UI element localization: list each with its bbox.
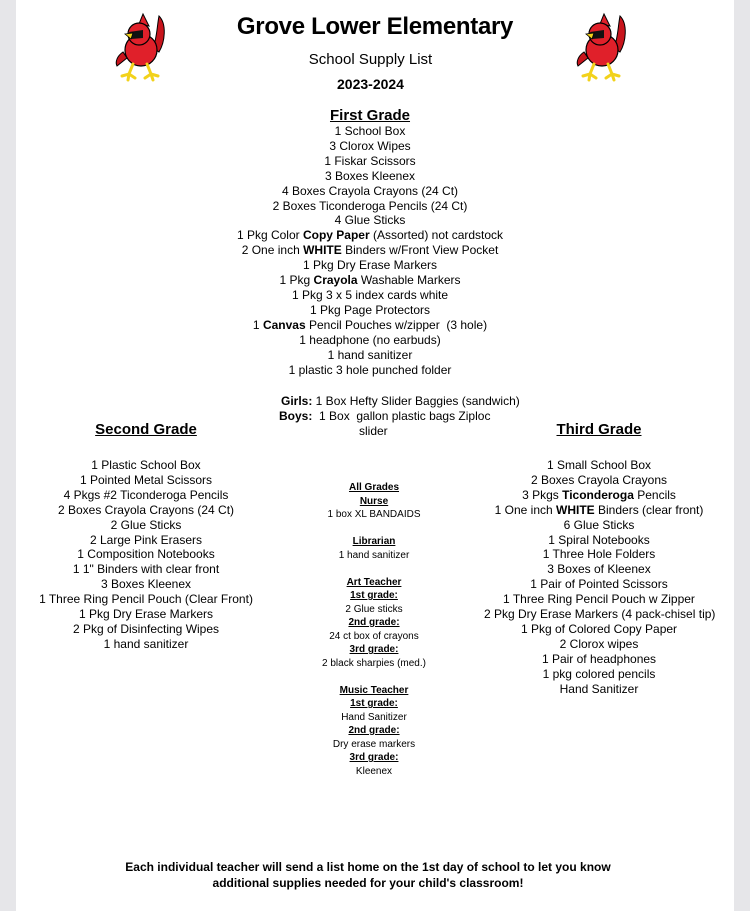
list-item: [484, 577, 714, 592]
list-item: [165, 258, 575, 273]
list-item: [165, 184, 575, 199]
list-item: 1 Composition Notebooks: [77, 547, 215, 562]
list-item-text: 2 Boxes Crayola Crayons: [530, 472, 668, 487]
boys-text: 1 Box gallon plastic bags Ziploc: [312, 409, 491, 423]
music-teacher-heading: Music Teacher: [339, 684, 409, 696]
grade-item: Dry erase markers: [332, 738, 416, 750]
list-item: [484, 652, 714, 667]
list-item-emphasis: WHITE: [303, 243, 342, 258]
second-grade-section: [36, 421, 256, 652]
list-item-text: 1 Pkg Color: [236, 228, 303, 243]
first-grade-heading: First Grade: [329, 107, 411, 124]
list-item-text: Washable Markers: [357, 273, 461, 288]
list-item-text: 1 Pkg Page Protectors: [309, 302, 431, 317]
first-grade-list: [165, 124, 575, 377]
list-item: [484, 622, 714, 637]
boys-label: Boys:: [279, 409, 313, 423]
grade-label: 3rd grade:: [349, 644, 399, 655]
list-item: [484, 488, 714, 503]
list-item-text: 1 Spiral Notebooks: [548, 532, 650, 547]
librarian-item: 1 hand sanitizer: [338, 549, 410, 561]
list-item-text: 1 Small School Box: [546, 458, 652, 472]
second-grade-heading: Second Grade: [95, 421, 197, 438]
list-item: 2 Boxes Crayola Crayons (24 Ct): [57, 502, 235, 517]
girls-label: Girls:: [281, 394, 313, 408]
list-item: [165, 228, 575, 243]
list-item: 3 Boxes Kleenex: [100, 577, 192, 592]
list-item-emphasis: Canvas: [262, 317, 306, 332]
footer-line-1: Each individual teacher will send a list home on the 1st day of school to let you know: [125, 860, 611, 874]
list-item-text: 1 headphone (no earbuds): [299, 332, 441, 347]
list-item: [484, 473, 714, 488]
list-item: [165, 169, 575, 184]
list-item: [484, 458, 714, 473]
list-item-text: 1 Pkg of Colored Copy Paper: [520, 621, 678, 636]
list-item-text: 1 hand sanitizer: [327, 347, 413, 362]
second-grade-list: [36, 458, 256, 652]
list-item: 2 Glue Sticks: [110, 517, 182, 532]
page-title: Grove Lower Elementary: [236, 13, 514, 40]
list-item-emphasis: Crayola: [313, 273, 358, 288]
nurse-item: 1 box XL BANDAIDS: [327, 509, 421, 520]
list-item: [484, 503, 714, 518]
list-item-text: 1 Pkg 3 x 5 index cards white: [291, 287, 449, 302]
list-item-text: 3 Boxes of Kleenex: [547, 562, 651, 577]
girls-item: [281, 394, 520, 409]
list-item: [484, 562, 714, 577]
boys-item: [279, 409, 490, 424]
grade-label: 1st grade:: [350, 698, 398, 709]
grade-label: 3rd grade:: [349, 752, 399, 763]
list-item-text: 1 Pair of headphones: [541, 651, 657, 666]
art-teacher-heading: Art Teacher: [346, 576, 402, 588]
all-grades-heading: All Grades: [348, 482, 400, 493]
list-item-emphasis: Copy Paper: [302, 228, 370, 243]
list-item: [165, 199, 575, 214]
list-item-text: 1 One inch: [494, 502, 556, 517]
list-item: 1 Pointed Metal Scissors: [79, 472, 213, 487]
list-item: 2 Large Pink Erasers: [89, 532, 203, 547]
list-item: [165, 303, 575, 318]
list-item: [484, 607, 714, 622]
footer-line-2: additional supplies needed for your child's classroom!: [212, 876, 524, 890]
librarian-heading: Librarian: [352, 536, 396, 547]
list-item: 4 Pkgs #2 Ticonderoga Pencils: [63, 487, 229, 502]
list-item: 2 Pkg of Disinfecting Wipes: [72, 621, 220, 636]
first-grade-section: [165, 107, 575, 377]
list-item-text: 2 Boxes Ticonderoga Pencils (24 Ct): [272, 198, 468, 213]
list-item-text: 1 School Box: [334, 124, 406, 138]
list-item-emphasis: Ticonderoga: [562, 487, 634, 502]
grade-label: 2nd grade:: [348, 725, 400, 736]
list-item-emphasis: WHITE: [556, 502, 595, 517]
list-item-text: Pencil Pouches w/zipper (3 hole): [305, 317, 488, 332]
school-year: 2023-2024: [337, 76, 404, 92]
list-item: [484, 592, 714, 607]
list-item-text: 4 Boxes Crayola Crayons (24 Ct): [281, 183, 459, 198]
list-item: [484, 518, 714, 533]
list-item-text: 1 Three Ring Pencil Pouch w Zipper: [503, 592, 695, 607]
list-item: [165, 363, 575, 378]
list-item: [484, 682, 714, 697]
list-item: [484, 547, 714, 562]
music-teacher-list: [270, 697, 478, 778]
footer-note: [0, 859, 736, 891]
boys-text-continued: slider: [359, 424, 388, 438]
list-item-text: 1 Three Hole Folders: [542, 547, 656, 562]
list-item: 1 Plastic School Box: [91, 458, 201, 472]
list-item-text: 1 pkg colored pencils: [542, 666, 656, 681]
grade-label: 1st grade:: [350, 590, 398, 601]
list-item: [165, 273, 575, 288]
all-grades-section: [270, 481, 478, 778]
list-item: [165, 154, 575, 169]
list-item-text: Pencils: [633, 487, 676, 502]
list-item: 1 1" Binders with clear front: [72, 562, 220, 577]
list-item-text: 1 Pkg Dry Erase Markers: [302, 258, 438, 273]
list-item-text: 1 Pkg: [279, 273, 314, 288]
list-item: 1 Three Ring Pencil Pouch (Clear Front): [39, 592, 253, 607]
list-item-text: Binders (clear front): [594, 502, 704, 517]
list-item-text: 1: [252, 317, 263, 332]
list-item-text: 2 Clorox wipes: [559, 636, 639, 651]
list-item: 1 hand sanitizer: [103, 636, 189, 651]
third-grade-heading: Third Grade: [556, 421, 642, 438]
grade-item: 24 ct box of crayons: [329, 630, 419, 642]
list-item-text: 6 Glue Sticks: [563, 517, 635, 532]
page-subtitle: School Supply List: [308, 51, 433, 68]
girls-text: 1 Box Hefty Slider Baggies (sandwich): [312, 394, 520, 408]
list-item-text: 4 Glue Sticks: [334, 213, 406, 228]
list-item-text: 1 Fiskar Scissors: [324, 153, 416, 168]
list-item: [165, 124, 575, 139]
list-item: [165, 213, 575, 228]
list-item-text: Hand Sanitizer: [559, 681, 639, 696]
list-item: [484, 667, 714, 682]
art-teacher-list: [270, 589, 478, 670]
list-item: [165, 139, 575, 154]
list-item: [165, 288, 575, 303]
list-item-text: 3 Pkgs: [522, 487, 563, 502]
list-item: [165, 333, 575, 348]
list-item: [484, 533, 714, 548]
list-item-text: 3 Boxes Kleenex: [324, 168, 416, 183]
list-item-text: (Assorted) not cardstock: [369, 228, 504, 243]
list-item-text: Binders w/Front View Pocket: [341, 243, 499, 258]
list-item-text: 1 plastic 3 hole punched folder: [288, 362, 452, 377]
grade-label: 2nd grade:: [348, 617, 400, 628]
list-item-text: 3 Clorox Wipes: [329, 138, 411, 153]
list-item-text: 1 Pair of Pointed Scissors: [530, 577, 668, 592]
list-item: [165, 243, 575, 258]
third-grade-list: [484, 458, 714, 697]
grade-item: Kleenex: [355, 765, 393, 777]
list-item-text: 2 Pkg Dry Erase Markers (4 pack-chisel tip): [484, 607, 716, 622]
grade-item: Hand Sanitizer: [341, 711, 407, 723]
grade-item: 2 black sharpies (med.): [322, 657, 426, 669]
grade-item: 2 Glue sticks: [345, 603, 403, 615]
list-item: [165, 318, 575, 333]
list-item: [165, 348, 575, 363]
list-item: [484, 637, 714, 652]
nurse-heading: Nurse: [359, 495, 389, 507]
list-item: 1 Pkg Dry Erase Markers: [78, 607, 214, 622]
third-grade-section: [484, 421, 714, 697]
list-item-text: 2 One inch: [241, 243, 304, 258]
